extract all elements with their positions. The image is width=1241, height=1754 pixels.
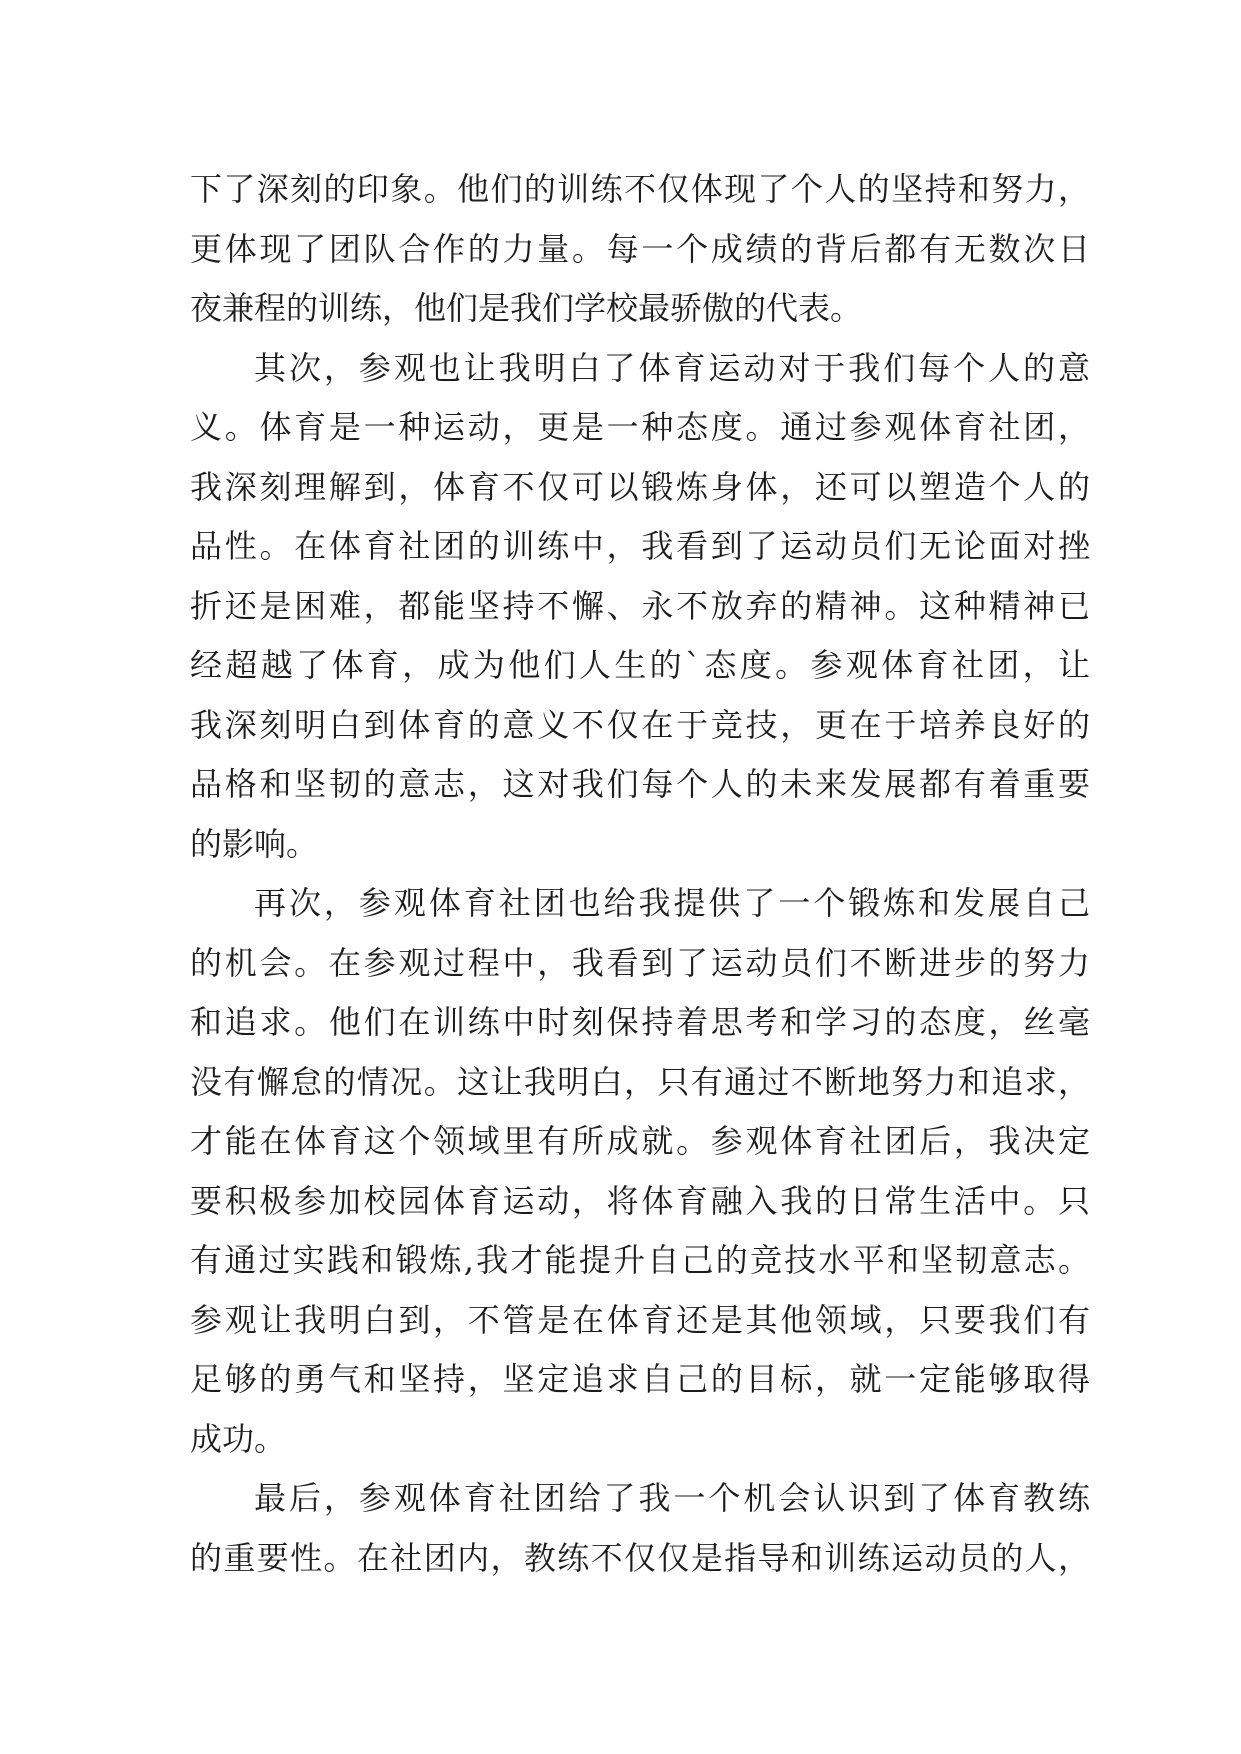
text-line: 更体现了团队合作的力量。每一个成绩的背后都有无数次日 <box>190 229 1090 268</box>
text-line: 义。体育是一种运动，更是一种态度。通过参观体育社团， <box>190 408 1090 446</box>
text-line: 的影响。 <box>190 824 319 863</box>
text-line: 足够的勇气和坚持，坚定追求自己的目标，就一定能够取得 <box>190 1360 1090 1398</box>
text-line: 品格和坚韧的意志，这对我们每个人的未来发展都有着重要 <box>190 765 1090 803</box>
text-line: 再次，参观体育社团也给我提供了一个锻炼和发展自己 <box>254 884 1090 922</box>
text-line: 的重要性。在社团内，教练不仅仅是指导和训练运动员的人， <box>190 1538 1090 1577</box>
text-line: 才能在体育这个领域里有所成就。参观体育社团后，我决定 <box>190 1122 1090 1160</box>
text-line: 和追求。他们在训练中时刻保持着思考和学习的态度，丝毫 <box>190 1003 1090 1041</box>
text-line: 我深刻理解到，体育不仅可以锻炼身体，还可以塑造个人的 <box>190 467 1090 506</box>
text-line: 参观让我明白到，不管是在体育还是其他领域，只要我们有 <box>190 1300 1090 1339</box>
text-line: 有通过实践和锻炼,我才能提升自己的竞技水平和坚韧意志。 <box>190 1241 1090 1279</box>
text-line: 夜兼程的训练，他们是我们学校最骄傲的代表。 <box>190 289 863 327</box>
text-line: 没有懈怠的情况。这让我明白，只有通过不断地努力和追求， <box>190 1062 1090 1101</box>
text-line: 的机会。在参观过程中，我看到了运动员们不断进步的努力 <box>190 943 1090 982</box>
text-line: 要积极参加校园体育运动，将体育融入我的日常生活中。只 <box>190 1181 1090 1220</box>
text-line: 经超越了体育，成为他们人生的`态度。参观体育社团，让 <box>190 646 1090 684</box>
text-line: 折还是困难，都能坚持不懈、永不放弃的精神。这种精神已 <box>190 586 1090 625</box>
text-line: 成功。 <box>190 1419 287 1458</box>
text-line: 我深刻明白到体育的意义不仅在于竞技，更在于培养良好的 <box>190 705 1090 744</box>
text-line: 最后，参观体育社团给了我一个机会认识到了体育教练 <box>254 1479 1090 1517</box>
text-line: 其次，参观也让我明白了体育运动对于我们每个人的意 <box>254 348 1090 387</box>
text-line: 品性。在体育社团的训练中，我看到了运动员们无论面对挫 <box>190 527 1090 565</box>
document-body <box>190 160 1090 1588</box>
text-line: 下了深刻的印象。他们的训练不仅体现了个人的坚持和努力， <box>190 170 1090 208</box>
